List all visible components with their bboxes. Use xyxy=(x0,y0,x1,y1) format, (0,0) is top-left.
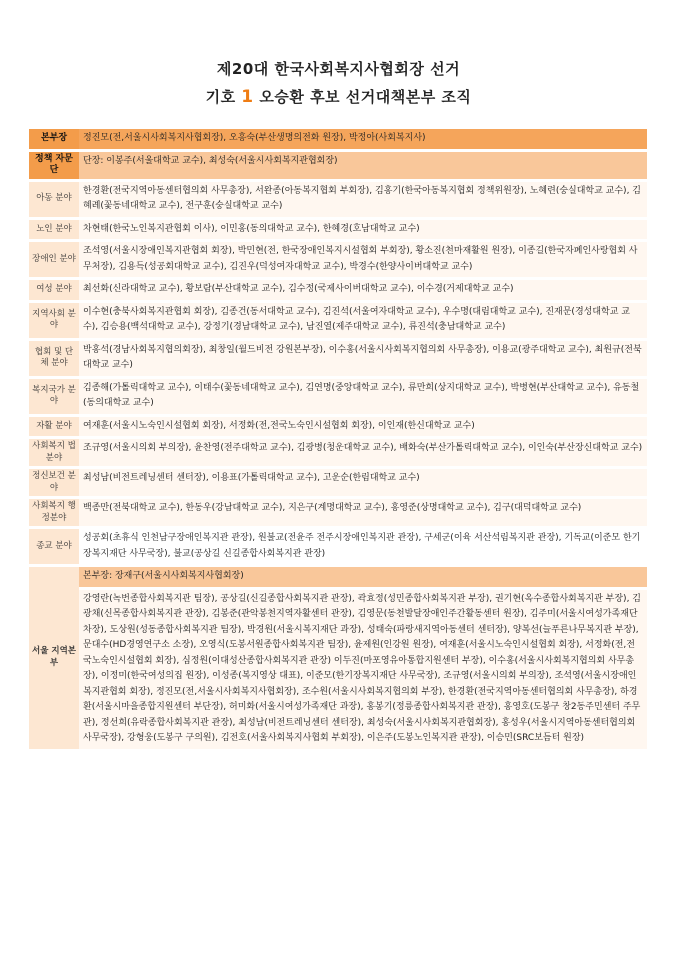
row-content: 차현태(한국노인복지관협회 이사), 이민홍(동의대학교 교수), 한혜경(호남대학교 교수) xyxy=(79,220,647,240)
table-row xyxy=(29,129,647,149)
row-label: 사회복지 행정분야 xyxy=(29,499,79,526)
row-label: 노인 분야 xyxy=(29,220,79,240)
table-row xyxy=(29,341,647,376)
row-label: 아동 분야 xyxy=(29,182,79,217)
seoul-body-row xyxy=(29,590,647,749)
row-label: 사회복지 법 분야 xyxy=(29,439,79,466)
table-row xyxy=(29,220,647,240)
row-label: 본부장 xyxy=(29,129,79,149)
row-content: 여재훈(서울시노숙인시설협회 회장), 서정화(전,전국노숙인시설협회 회장), 이인재(한신대학교 교수) xyxy=(79,417,647,437)
table-row xyxy=(29,280,647,300)
candidate-number: 1 xyxy=(241,87,254,107)
row-content: 조규영(서울시의회 부의장), 윤찬영(전주대학교 교수), 김광병(청운대학교 교수), 배화숙(부산가톨릭대학교 교수), 이인숙(부산장신대학교 교수) xyxy=(79,439,647,466)
row-content: 한경환(전국지역아동센터협의회 사무총장), 서완종(아동복지협회 부회장), 김홍기(한국아동복지협회 정책위원장), 노혜련(숭실대학교 교수), 김혜례(꽃동네대학교 교수), 전구훈(숭실대학교 교수) xyxy=(79,182,647,217)
row-content: 단장: 이봉주(서울대학교 교수), 최성숙(서울시사회복지관협회장) xyxy=(79,152,647,179)
table-row xyxy=(29,182,647,217)
row-label: 여성 분야 xyxy=(29,280,79,300)
table-row xyxy=(29,152,647,179)
row-content: 조석영(서울시장애인복지관협회 회장), 박민현(전, 한국장애인복지시설협회 부회장), 황소진(천마재활원 원장), 이종길(한국자폐인사랑협회 사무처장), 김용득(성공회대학교 교수), 김진우(덕성여자대학교 교수), 박경수(한양사이버대학교 교수) xyxy=(79,242,647,277)
seoul-content: 강영란(녹번종합사회복지관 팀장), 공상길(신길종합사회복지관 관장), 곽효정(성민종합사회복지관 부장), 권기현(옥수종합사회복지관 부장), 김광채(신목종합사회복지관 관장), 김봉준(관악봉천지역자활센터 관장), 김영문(동천발달장애인주간활동센터 원장), 김주미(서울시여성가족재단 차장), 도상원(성동종합사회복지관 팀장), 박경원(서울시복지재단 과장), 성태숙(파랑새지역아동센터 센터장), 양복선(늘푸른나무복지관 부장), 문대수(HD경영연구소 소장), 오영식(도봉서원종합사회복지관 팀장), 윤제원(인강원 원장), 여재훈(서울시노숙인시설협회 회장), 서정화(전,전국노숙인시설협회 회장), 심정원(이대성산종합사회복지관 관장) 이두진(마포영유아통합지원센터 부장), 이수홍(서울시사회복지협의회 사무총장), 이정미(한국여성의집 원장), 이성종(복지영상 대표), 이준모(한기장복지재단 사무국장), 조규영(서울시의회 부의장), 조석영(서울시장애인복지관협회 회장), 정진모(전,서울시사회복지사협회장), 조수원(서울시사회복지협의회 부장), 한경환(전국지역아동센터협의회 사무총장), 하경환(서울시마을종합지원센터 부단장), 허미화(서울시여성가족재단 과장), 홍봉기(정릉종합사회복지관 관장), 홍영호(도봉구 창2동주민센터 주무관), 정선희(유락종합사회복지관 관장), 최성남(비전트레닝센터 센터장), 최성숙(서울시사회복지관협회장), 홍성우(서울시지역아동센터협의회 사무국장), 강형웅(도봉구 구의원), 김전호(서울사회복지사협회 부회장), 이은주(도봉노인복지관 관장), 이승민(SRC보듬터 원장) xyxy=(79,590,647,749)
document-title: 제20대 한국사회복지사협회장 선거 xyxy=(216,60,461,78)
row-label: 장애인 분야 xyxy=(29,242,79,277)
seoul-label: 서울 지역본부 xyxy=(29,567,79,749)
table-row xyxy=(29,417,647,437)
row-label: 협회 및 단체 분야 xyxy=(29,341,79,376)
table-row xyxy=(29,499,647,526)
row-label: 지역사회 분야 xyxy=(29,303,79,338)
row-content: 이수현(충북사회복지관협회 회장), 김종건(동서대학교 교수), 김진석(서울여자대학교 교수), 우수명(대림대학교 교수), 진재문(경성대학교 교수), 김승용(백석대학교 교수), 강정기(경남대학교 교수), 남진열(제주대학교 교수), 류진석(충남대학교 교수) xyxy=(79,303,647,338)
row-label: 자활 분야 xyxy=(29,417,79,437)
seoul-head: 본부장: 장재구(서울시사회복지사협회장) xyxy=(79,567,647,587)
subtitle-prefix: 기호 xyxy=(205,88,236,106)
table-row xyxy=(29,242,647,277)
row-label: 정신보건 분야 xyxy=(29,469,79,496)
row-label: 종교 분야 xyxy=(29,529,79,564)
row-content: 김종해(가톨릭대학교 교수), 이태수(꽃동네대학교 교수), 김연명(중앙대학교 교수), 류만희(상지대학교 교수), 박병현(부산대학교 교수), 유동철(동의대학교 교수) xyxy=(79,379,647,414)
table-row xyxy=(29,469,647,496)
row-content: 백종만(전북대학교 교수), 한동우(강남대학교 교수), 지은구(계명대학교 교수), 홍영준(상명대학교 교수), 김구(대덕대학교 교수) xyxy=(79,499,647,526)
row-content: 최성남(비전트레닝센터 센터장), 이용표(가톨릭대학교 교수), 고운순(한림대학교 교수) xyxy=(79,469,647,496)
organization-table xyxy=(29,126,647,752)
seoul-head-row xyxy=(29,567,647,587)
row-content: 최선화(신라대학교 교수), 황보람(부산대학교 교수), 김수정(국제사이버대학교 교수), 이수경(거제대학교 교수) xyxy=(79,280,647,300)
subtitle-suffix: 오승환 후보 선거대책본부 조직 xyxy=(259,88,472,106)
document-subtitle xyxy=(0,86,677,107)
table-row xyxy=(29,379,647,414)
row-label: 복지국가 분야 xyxy=(29,379,79,414)
row-content: 박홍석(경남사회복지협의회장), 최창일(월드비전 강원본부장), 이수홍(서울시사회복지협의회 사무총장), 이용교(광주대학교 교수), 최원규(전북대학교 교수) xyxy=(79,341,647,376)
table-row xyxy=(29,529,647,564)
row-content: 정진모(전,서울시사회복지사협회장), 오흥숙(부산생명의전화 원장), 박정아(사회복지사) xyxy=(79,129,647,149)
table-row xyxy=(29,303,647,338)
table-row xyxy=(29,439,647,466)
row-label: 정책 자문단 xyxy=(29,152,79,179)
row-content: 성공회(초휴식 인천남구장애인복지관 관장), 원불교(전윤주 전주시장애인복지관 관장), 구세군(이육 서산석림복지관 관장), 기독교(이준모 한기장복지재단 사무국장), 불교(공상길 신길종합사회복지관 관장) xyxy=(79,529,647,564)
